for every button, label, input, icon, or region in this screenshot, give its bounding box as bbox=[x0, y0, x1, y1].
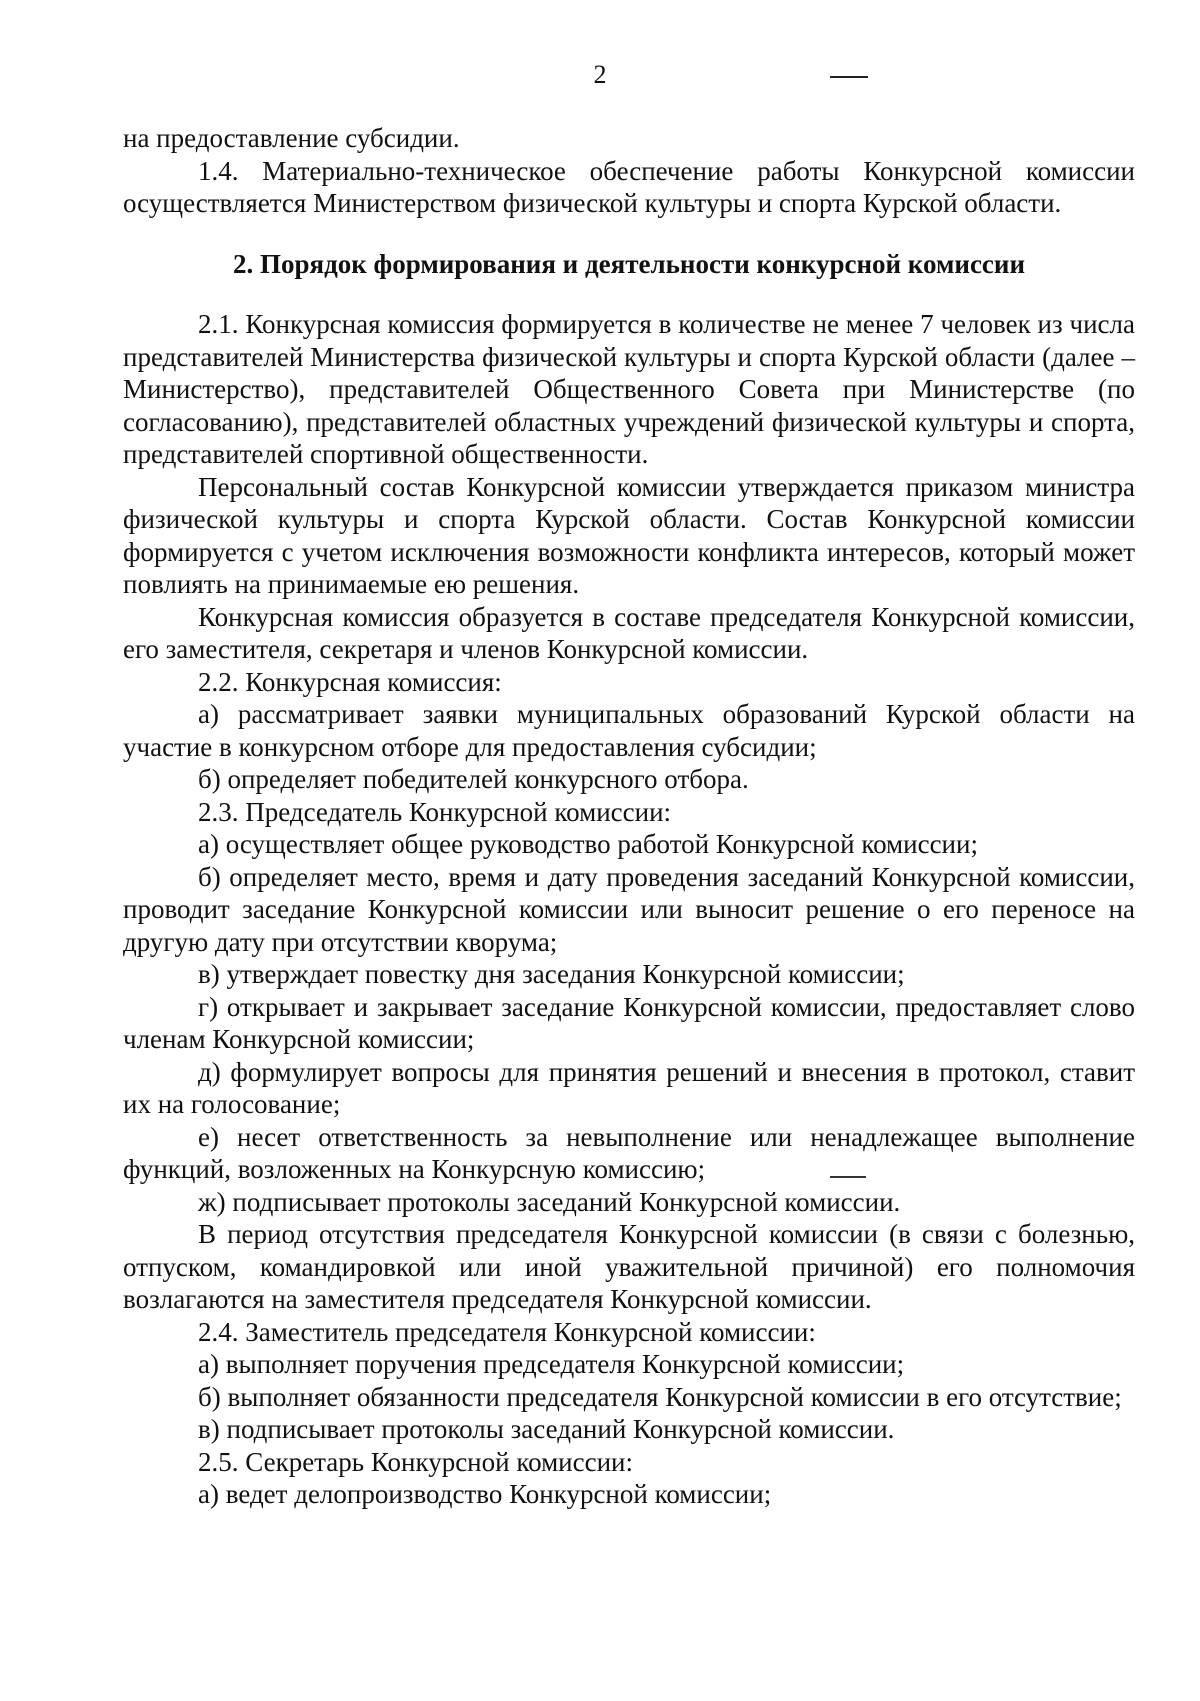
list-item: а) ведет делопроизводство Конкурсной комиссии; bbox=[198, 1479, 772, 1509]
paragraph: Конкурсная комиссия образуется в составе председателя Конкурсной комиссии, его заместителя, секретаря и членов Конкурсной комиссии. bbox=[123, 601, 1135, 664]
pen-mark bbox=[830, 1176, 866, 1178]
list-item: е) несет ответственность за невыполнение или ненадлежащее выполнение функций, возложенных на Конкурсную комиссию; bbox=[123, 1121, 1135, 1184]
list-item: г) открывает и закрывает заседание Конкурсной комиссии, предоставляет слово членам Конкурсной комиссии; bbox=[123, 991, 1135, 1054]
list-item: ж) подписывает протоколы заседаний Конкурсной комиссии. bbox=[198, 1186, 901, 1217]
list-item: б) определяет место, время и дату проведения заседаний Конкурсной комиссии, проводит заседание Конкурсной комиссии или выносит решение о его переносе на другую дату при отсутствии кворума; bbox=[123, 861, 1135, 957]
document-body bbox=[123, 122, 1135, 1511]
paragraph: на предоставление субсидии. bbox=[123, 123, 460, 153]
paragraph: 1.4. Материально-техническое обеспечение работы Конкурсной комиссии осуществляется Министерством физической культуры и спорта Курской области. bbox=[123, 155, 1135, 218]
list-item: а) осуществляет общее руководство работой Конкурсной комиссии; bbox=[198, 829, 978, 859]
paragraph: 2.3. Председатель Конкурсной комиссии: bbox=[198, 796, 672, 827]
paragraph: 2.5. Секретарь Конкурсной комиссии: bbox=[198, 1446, 633, 1477]
corner-mark bbox=[830, 76, 868, 78]
paragraph: 2.2. Конкурсная комиссия: bbox=[198, 666, 502, 697]
list-item: в) утверждает повестку дня заседания Конкурсной комиссии; bbox=[198, 959, 905, 989]
section-heading: 2. Порядок формирования и деятельности конкурсной комиссии bbox=[232, 248, 1026, 279]
list-item: б) определяет победителей конкурсного отбора. bbox=[198, 764, 749, 794]
list-item: в) подписывает протоколы заседаний Конкурсной комиссии. bbox=[198, 1414, 895, 1444]
paragraph: В период отсутствия председателя Конкурсной комиссии (в связи с болезнью, отпуском, командировкой или иной уважительной причиной) его полномочия возлагаются на заместителя председателя Конкурсной комиссии. bbox=[123, 1219, 1135, 1314]
paragraph: 2.1. Конкурсная комиссия формируется в количестве не менее 7 человек из числа представителей Министерства физической культуры и спорта Курской области (далее – Министерство), представителей Общественного Совета при Министерстве (по согласованию), представителей областных учреждений физической культуры и спорта, представителей спортивной общественности. bbox=[123, 309, 1135, 469]
list-item: а) рассматривает заявки муниципальных образований Курской области на участие в конкурсном отборе для предоставления субсидии; bbox=[123, 699, 1135, 762]
list-item: д) формулирует вопросы для принятия решений и внесения в протокол, ставит их на голосование; bbox=[123, 1056, 1135, 1119]
list-item: б) выполняет обязанности председателя Конкурсной комиссии в его отсутствие; bbox=[198, 1381, 1122, 1412]
paragraph: 2.4. Заместитель председателя Конкурсной комиссии: bbox=[198, 1316, 816, 1347]
paragraph: Персональный состав Конкурсной комиссии утверждается приказом министра физической культуры и спорта Курской области. Состав Конкурсной комиссии формируется с учетом исключения возможности конфликта интересов, который может повлиять на принимаемые ею решения. bbox=[123, 471, 1135, 599]
page-number: 2 bbox=[593, 60, 607, 89]
list-item: а) выполняет поручения председателя Конкурсной комиссии; bbox=[198, 1349, 905, 1379]
